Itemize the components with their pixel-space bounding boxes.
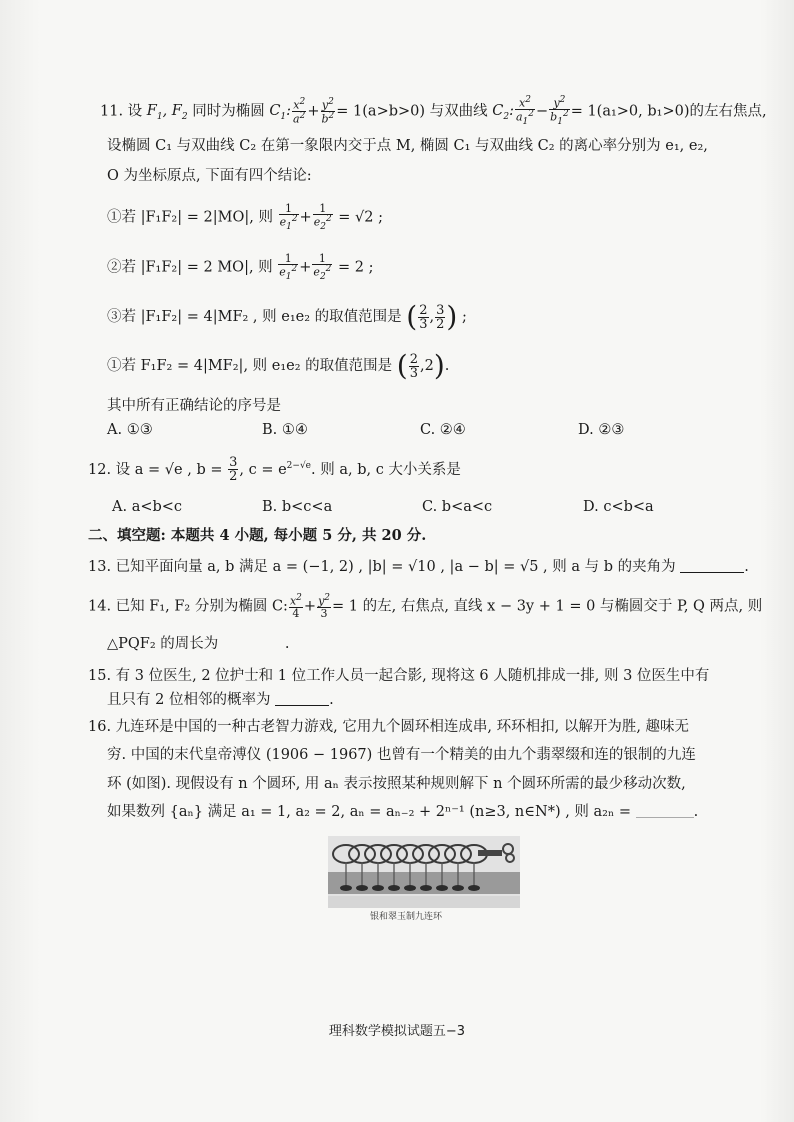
q16-line1 [88,717,689,737]
q12-option-c[interactable]: C. b<a<c [422,499,493,515]
q15-line2 [107,690,334,710]
q11-c2-label: $C_2$: [492,103,514,123]
q11-option-c[interactable]: C. ②④ [420,422,466,438]
q16-line4-text: 如果数列 {aₙ} 满足 a₁ = 1, a₂ = 2, aₙ = aₙ₋₂ + 2ⁿ⁻¹ (n≥3, n∈N*) , 则 a₂ₙ = [107,804,632,820]
c1-pre: ①若 |F₁F₂| = 2|MO|, 则 [107,209,273,226]
q16-line4 [107,802,698,822]
q12-option-d[interactable]: D. c<b<a [583,499,654,515]
q11-frac-x2a2: $\frac{x^2}{a^2}$ [293,97,306,126]
q11-hyper-eq: = 1(a₁>0, b₁>0) [570,103,690,120]
q11-conclusion-3: ③若 |F₁F₂| = 4|MF₂ , 则 e₁e₂ 的取值范围是 ( $\frac{2}{3}$ , $\frac{3}{2}$ ) ; [107,300,467,333]
q12-text-a: 设 a = √e , b = [115,461,223,478]
q12-text-b: , c = e [239,461,287,478]
q11-frac-y2b2: $\frac{y^2}{b^2}$ [321,97,335,126]
c2-pre: ②若 |F₁F₂| = 2 MO|, 则 [107,259,273,276]
q13-answer-blank[interactable] [680,558,744,573]
c3-frac-lo: $\frac{2}{3}$ [419,302,428,332]
q14-end: . [284,636,290,652]
q15-line1-text: 有 3 位医生, 2 位护士和 1 位工作人员一起合影, 现将这 6 人随机排成一排, 则 3 位医生中有 [115,668,710,684]
photo-caption: 银和翠玉制九连环 [370,912,443,922]
q13-stem [88,557,749,577]
q12-number: 12. [88,461,112,478]
c3-pre: ③若 |F₁F₂| = 4|MF₂ , 则 e₁e₂ 的取值范围是 [107,309,402,325]
q14-number: 14. [88,598,112,615]
q11-text-a: 设 [127,103,143,120]
q16-line1-text: 九连环是中国的一种古老智力游戏, 它用九个圆环相连成串, 环环相扣, 以解开为胜, 趣味无 [115,719,690,735]
c1-frac-2: $\frac{1}{e_2^2}$ [313,202,332,232]
q11-text-c: 与双曲线 [429,103,488,120]
c2-frac-2: $\frac{1}{e_2^2}$ [313,252,332,282]
q14-frac-y: $\frac{y^2}{3}$ [318,593,331,620]
q15-line1 [88,666,709,686]
c4-post: . [444,358,450,374]
c4-pre: ①若 F₁F₂ = 4|MF₂|, 则 e₁e₂ 的取值范围是 [107,358,393,374]
q11-question: 其中所有正确结论的序号是 [107,398,281,414]
q14-text-a: 已知 F₁, F₂ 分别为椭圆 C: [115,598,288,615]
q12-option-b[interactable]: B. b<c<a [262,499,333,515]
q11-foci: $F_1$, $F_2$ [146,103,188,123]
q14-line2-text: △PQF₂ 的周长为 [107,636,219,652]
q12-exponent: 2−√e [286,461,311,471]
c1-frac-1: $\frac{1}{e_1^2}$ [279,202,298,232]
c4-frac-lo: $\frac{2}{3}$ [409,351,418,381]
q11-conclusion-4: ①若 F₁F₂ = 4|MF₂|, 则 e₁e₂ 的取值范围是 ( $\frac{2}{3}$ ,2). [107,349,450,382]
nine-rings-illustration [328,836,520,908]
q11-conclusion-1: ①若 |F₁F₂| = 2|MO|, 则 $\frac{1}{e_1^2}$ + $\frac{1}{e_2^2}$ = √2 ; [107,202,384,232]
q16-line2: 穷. 中国的末代皇帝溥仪 (1906 − 1967) 也曾有一个精美的由九个翡翠缀和连的银制的九连 [107,747,696,763]
q15-end: . [329,692,334,708]
q11-ellipse-eq: = 1(a>b>0) [336,103,426,120]
q11-number: 11. [100,103,124,120]
c3-frac-hi: $\frac{3}{2}$ [436,302,445,332]
section2-heading: 二、填空题: 本题共 4 小题, 每小题 5 分, 共 20 分. [88,527,427,544]
q16-line3: 环 (如图). 现假设有 n 个圆环, 用 aₙ 表示按照某种规则解下 n 个圆环所需的最少移动次数, [107,776,686,792]
q11-option-a[interactable]: A. ①③ [107,422,153,438]
q13-text: 已知平面向量 a, b 满足 a = (−1, 2) , |b| = √10 , |a − b| = √5 , 则 a 与 b 的夹角为 [115,559,676,575]
nine-rings-photo [328,836,520,908]
q14-line2 [107,634,290,654]
q12-stem [88,456,461,483]
c2-frac-1: $\frac{1}{e_1^2}$ [279,252,298,282]
c2-post: = 2 ; [338,259,374,276]
q15-line2-text: 且只有 2 位相邻的概率为 [107,692,271,708]
c1-post: = √2 ; [338,209,384,226]
q12-option-a[interactable]: A. a<b<c [112,499,183,515]
q14-text-b: = 1 的左, 右焦点, 直线 x − 3y + 1 = 0 与椭圆交于 P, Q 两点, 则 [332,598,763,615]
q13-end: . [744,559,749,575]
q11-line2: 设椭圆 C₁ 与双曲线 C₂ 在第一象限内交于点 M, 椭圆 C₁ 与双曲线 C₂ 的离心率分别为 e₁, e₂, [107,138,708,154]
q11-line3: O 为坐标原点, 下面有四个结论: [107,168,312,184]
q11-frac-x2a1: $\frac{x^2}{a_1^2}$ [515,95,535,127]
q16-end: . [693,804,699,820]
q16-number: 16. [88,719,112,735]
q11-c1-label: $C_1$: [269,103,292,123]
q12-text-c: . 则 a, b, c 大小关系是 [311,461,461,478]
q15-number: 15. [88,668,112,684]
q11-frac-y2b1: $\frac{y^2}{b_1^2}$ [550,95,569,127]
q13-number: 13. [88,559,112,575]
q11-text-d: 的左右焦点, [689,103,767,120]
q14-stem: 14. 已知 F₁, F₂ 分别为椭圆 C: $\frac{x^2}{4}$ + $\frac{y^2}{3}$ = 1 的左, 右焦点, 直线 x − 3y + 1 = 0 与椭圆交于 P, Q 两点, 则 [88,593,763,620]
q15-answer-blank[interactable] [275,691,329,706]
q11-option-b[interactable]: B. ①④ [262,422,308,438]
q11-line1: 11. 设 $F_1$, $F_2$ 同时为椭圆 $C_1$: $\frac{x^2}{a^2}$ + $\frac{y^2}{b^2}$ = 1(a>b>0) 与双曲线 $C_2$: $\frac{x^2}{a_1^2}$ − $\frac{y^2}{b_1^2}$ = 1(a₁>0, b₁>0)的左右焦点, [100,95,767,127]
c3-post: ; [461,309,467,325]
q11-option-d[interactable]: D. ②③ [578,422,625,438]
q16-answer-blank[interactable] [636,803,694,818]
q12-frac: $\frac{3}{2}$ [229,455,238,485]
q14-frac-x: $\frac{x^2}{4}$ [289,593,302,620]
q11-text-b: 同时为椭圆 [192,103,265,120]
q14-answer-blank[interactable] [223,635,285,650]
q11-conclusion-2: ②若 |F₁F₂| = 2 MO|, 则 $\frac{1}{e_1^2}$ + $\frac{1}{e_2^2}$ = 2 ; [107,252,374,282]
page-footer: 理科数学模拟试题五−3 [328,1024,466,1039]
